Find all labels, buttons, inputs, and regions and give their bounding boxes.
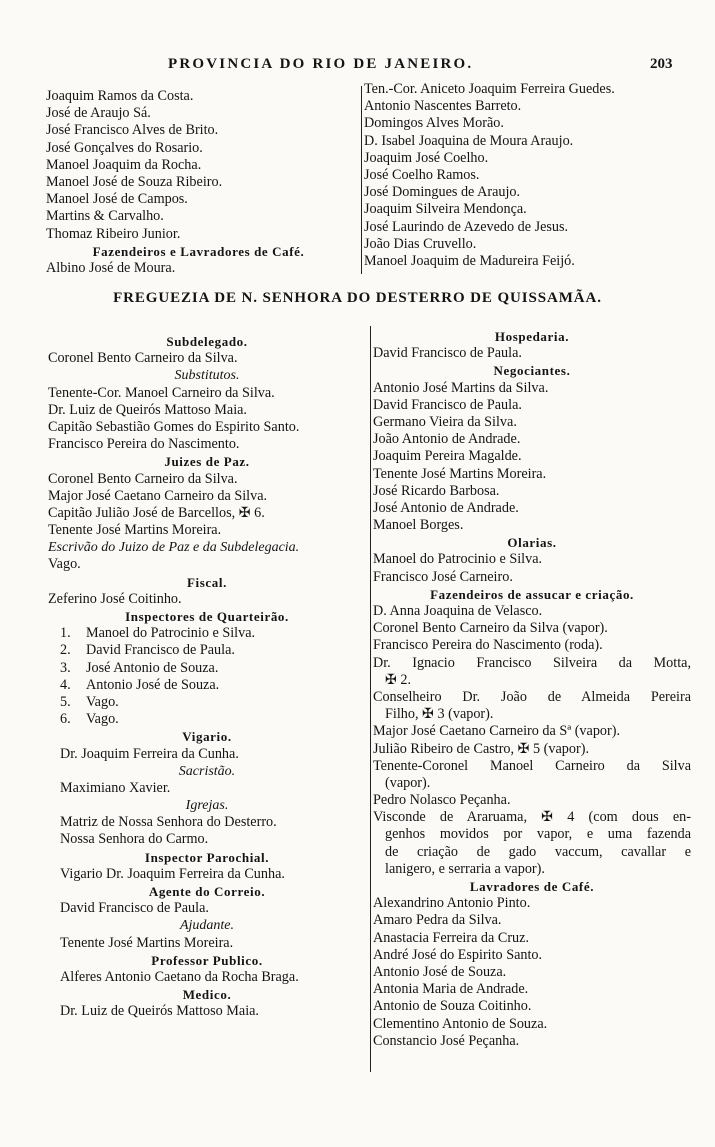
- list-item: [48, 642, 366, 659]
- list-item: Joaquim Silveira Mendonça.: [364, 201, 527, 218]
- list-item: D. Isabel Joaquina de Moura Araujo.: [364, 132, 574, 149]
- item-name: Vago.: [86, 693, 119, 710]
- list-item: Coronel Bento Carneiro da Silva.: [48, 470, 238, 487]
- list-item: Julião Ribeiro de Castro, ✠ 5 (vapor).: [373, 740, 589, 757]
- list-item: João Dias Cruvello.: [364, 235, 477, 252]
- list-item: lanigero, e serraria a vapor).: [385, 860, 545, 877]
- list-item: Manoel do Patrocinio e Silva.: [373, 551, 543, 568]
- heading-hospedaria: Hospedaria.: [494, 329, 570, 344]
- list-item: José Antonio de Andrade.: [373, 499, 519, 516]
- list-item: Vago.: [48, 556, 81, 573]
- heading-fazendeiros: Fazendeiros de assucar e criação.: [430, 586, 634, 602]
- section-title: FREGUEZIA DE N. SENHORA DO DESTERRO DE QUISSAMÃA.: [113, 290, 602, 306]
- list-item: José Ricardo Barbosa.: [373, 482, 500, 499]
- list-item: Major José Caetano Carneiro da Silva.: [48, 487, 268, 504]
- list-item: José de Araujo Sá.: [46, 105, 151, 122]
- list-item: Capitão Sebastião Gomes do Espirito Santo.: [48, 418, 300, 435]
- heading-escrivao: Escrivão do Juizo de Paz e da Subdelegacia.: [48, 540, 300, 556]
- header-title: PROVINCIA DO RIO DE JANEIRO.: [168, 56, 474, 72]
- list-item: Antonio Nascentes Barreto.: [364, 98, 522, 115]
- item-name: David Francisco de Paula.: [86, 642, 235, 659]
- list-item: Ten.-Cor. Aniceto Joaquim Ferreira Guedes.: [364, 81, 615, 97]
- top-column-rule: [361, 86, 362, 274]
- heading-medico: Medico.: [182, 987, 232, 1003]
- list-item: José Francisco Alves de Brito.: [46, 122, 219, 139]
- heading-substitutos: Substitutos.: [174, 368, 240, 384]
- list-item: Anastacia Ferreira da Cruz.: [373, 929, 529, 946]
- main-column-rule: [370, 326, 371, 1072]
- item-name: Vago.: [86, 711, 119, 728]
- list-item: Manoel José de Campos.: [46, 191, 188, 208]
- heading-igrejas: Igrejas.: [185, 798, 229, 814]
- list-item: Clementino Antonio de Souza.: [373, 1015, 548, 1032]
- heading-lavradores: Lavradores de Café.: [469, 879, 595, 894]
- list-item: genhos movidos por vapor, e uma fazenda: [385, 826, 691, 843]
- list-item: ✠ 2.: [385, 671, 412, 688]
- list-item: [48, 711, 366, 728]
- list-item: Tenente-Cor. Manoel Carneiro da Silva.: [48, 384, 275, 401]
- page-number: 203: [650, 56, 673, 72]
- top-left-column: [46, 88, 351, 277]
- running-header: [0, 56, 715, 78]
- list-item: André José do Espirito Santo.: [373, 946, 543, 963]
- list-item: Conselheiro Dr. João de Almeida Pereira: [373, 688, 691, 705]
- list-item: Antonio José Martins da Silva.: [373, 379, 549, 396]
- heading-professor: Professor Publico.: [151, 952, 263, 968]
- item-number: 6.: [60, 711, 71, 728]
- list-item: Francisco José Carneiro.: [373, 568, 513, 585]
- list-item: Zeferino José Coitinho.: [48, 590, 182, 607]
- list-item: Tenente José Martins Moreira.: [48, 522, 222, 539]
- heading-ajudante: Ajudante.: [179, 918, 235, 934]
- item-name: Manoel do Patrocinio e Silva.: [86, 625, 256, 642]
- heading-inspectores: Inspectores de Quarteirão.: [125, 609, 289, 624]
- list-item: José Domingues de Araujo.: [364, 184, 521, 201]
- list-item: João Antonio de Andrade.: [373, 431, 521, 448]
- item-number: 3.: [60, 659, 71, 676]
- list-item: Manoel José de Souza Ribeiro.: [46, 173, 223, 190]
- list-item: Antonio José de Souza.: [373, 963, 507, 980]
- list-item: [48, 660, 366, 677]
- list-item: Domingos Alves Morão.: [364, 115, 504, 132]
- list-item: Visconde de Araruama, ✠ 4 (com dous en-: [373, 809, 691, 826]
- item-name: Antonio José de Souza.: [86, 676, 220, 693]
- list-item: Pedro Nolasco Peçanha.: [373, 792, 511, 809]
- list-item: Joaquim Ramos da Costa.: [46, 88, 194, 104]
- list-item: Manoel Joaquim da Rocha.: [46, 156, 202, 173]
- list-item: Dr. Luiz de Queirós Mattoso Maia.: [48, 401, 247, 418]
- heading-sacristao: Sacristão.: [178, 763, 236, 779]
- list-item: Manoel Borges.: [373, 517, 464, 534]
- list-item: [48, 677, 366, 694]
- heading-agente: Agente do Correio.: [148, 884, 266, 899]
- list-item: Tenente José Martins Moreira.: [60, 934, 234, 951]
- list-item: David Francisco de Paula.: [60, 900, 209, 917]
- item-number: 5.: [60, 693, 71, 710]
- list-item: Francisco Pereira do Nascimento.: [48, 436, 240, 453]
- list-item: Albino José de Moura.: [46, 259, 176, 276]
- list-item: (vapor).: [385, 774, 431, 791]
- list-item: Martins & Carvalho.: [46, 208, 164, 225]
- heading-negociantes: Negociantes.: [493, 363, 571, 379]
- heading-inspector-paroquial: Inspector Parochial.: [144, 849, 270, 865]
- list-item: Vigario Dr. Joaquim Ferreira da Cunha.: [60, 865, 285, 882]
- list-item: Dr. Ignacio Francisco Silveira da Motta,: [373, 654, 691, 671]
- list-item: Francisco Pereira do Nascimento (roda).: [373, 637, 603, 654]
- list-item: José Laurindo de Azevedo de Jesus.: [364, 218, 569, 235]
- list-item: Amaro Pedra da Silva.: [373, 912, 502, 929]
- list-item: [48, 694, 366, 711]
- list-item: Major José Caetano Carneiro da Sª (vapor).: [373, 723, 620, 740]
- item-number: 4.: [60, 676, 71, 693]
- list-item: de criação de gado vaccum, cavallar e: [385, 843, 691, 860]
- item-number: 2.: [60, 642, 71, 659]
- list-item: Maximiano Xavier.: [60, 779, 171, 796]
- list-item: Alferes Antonio Caetano da Rocha Braga.: [60, 968, 299, 985]
- section-heading: Fazendeiros e Lavradores de Café.: [92, 243, 305, 259]
- list-item: José Gonçalves do Rosario.: [46, 139, 203, 156]
- heading-juizes: Juizes de Paz.: [164, 454, 250, 470]
- list-item: Antonia Maria de Andrade.: [373, 981, 529, 998]
- list-item: Nossa Senhora do Carmo.: [60, 831, 209, 848]
- list-item: Joaquim José Coelho.: [364, 149, 489, 166]
- item-number: 1.: [60, 625, 71, 642]
- main-left-column: [48, 333, 366, 1021]
- list-item: Tenente-Coronel Manoel Carneiro da Silva: [373, 757, 691, 774]
- list-item: Antonio de Souza Coitinho.: [373, 998, 532, 1015]
- list-item: Constancio José Peçanha.: [373, 1032, 520, 1049]
- list-item: Manoel Joaquim de Madureira Feijó.: [364, 252, 575, 269]
- heading-olarias: Olarias.: [507, 535, 557, 551]
- list-item: Tenente José Martins Moreira.: [373, 465, 547, 482]
- list-item: David Francisco de Paula.: [373, 396, 522, 413]
- heading-fiscal: Fiscal.: [187, 574, 227, 590]
- list-item: Thomaz Ribeiro Junior.: [46, 225, 181, 242]
- heading-vigario: Vigario.: [182, 729, 232, 745]
- list-item: Filho, ✠ 3 (vapor).: [385, 706, 494, 723]
- list-item: Coronel Bento Carneiro da Silva (vapor).: [373, 620, 608, 637]
- list-item: Joaquim Pereira Magalde.: [373, 448, 522, 465]
- list-item: Germano Vieira da Silva.: [373, 413, 517, 430]
- list-item: Dr. Joaquim Ferreira da Cunha.: [60, 745, 239, 762]
- list-item: Coronel Bento Carneiro da Silva.: [48, 350, 238, 367]
- list-item: José Coelho Ramos.: [364, 166, 480, 183]
- list-item: [48, 625, 366, 642]
- list-item: Capitão Julião José de Barcellos, ✠ 6.: [48, 504, 265, 521]
- heading-subdelegado: Subdelegado.: [166, 334, 248, 349]
- list-item: Dr. Luiz de Queirós Mattoso Maia.: [60, 1003, 259, 1020]
- item-name: José Antonio de Souza.: [86, 659, 219, 676]
- list-item: D. Anna Joaquina de Velasco.: [373, 603, 543, 619]
- list-item: David Francisco de Paula.: [373, 345, 522, 362]
- top-right-column: [364, 81, 682, 270]
- list-item: Alexandrino Antonio Pinto.: [373, 895, 531, 912]
- list-item: Matriz de Nossa Senhora do Desterro.: [60, 814, 277, 831]
- main-right-column: [373, 328, 691, 1050]
